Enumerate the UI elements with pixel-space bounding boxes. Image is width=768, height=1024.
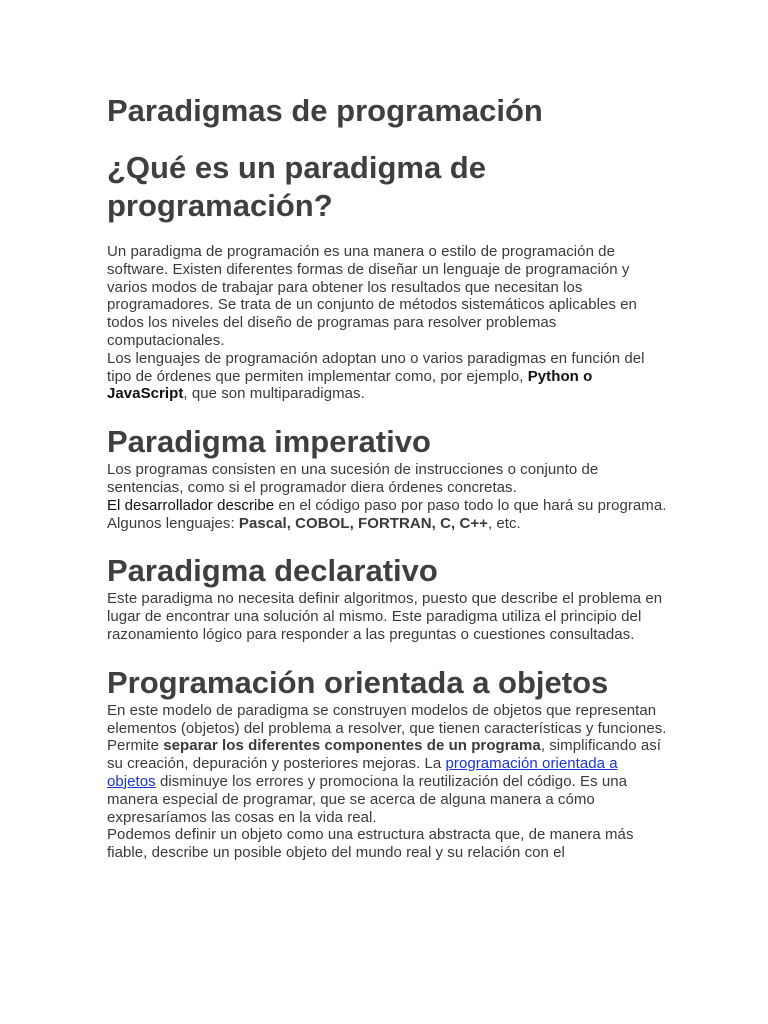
imperativo-p2-text-a: El desarrollador describe [107,496,275,514]
poo-paragraph-2: Podemos definir un objeto como una estructura abstracta que, de manera más fiable, describe un posible objeto del mundo real y su relación con el [107,826,634,862]
document-content [107,92,667,862]
intro-p2-bold: Python o JavaScript [107,367,593,403]
poo-p1-text-b: , simplificando así su creación, depuración y posteriores mejoras. La [107,737,661,773]
intro-p2-text-a: Los lenguajes de programación adoptan uno o varios paradigmas en función del tipo de órdenes que permiten implementar como, por ejemplo, [107,349,645,385]
imperativo-p3-text-a: Algunos lenguajes: [107,514,239,532]
poo-p1-text-a: En este modelo de paradigma se construyen modelos de objetos que representan elementos (objetos) del problema a resolver, que tienen características y funciones. Permite [107,701,667,755]
page-title: Paradigmas de programación [107,93,543,128]
imperativo-paragraph-2 [107,497,667,515]
heading-imperativo: Paradigma imperativo [107,424,431,460]
intro-paragraph-2 [107,350,667,403]
imperativo-paragraph-3 [107,515,667,533]
heading-declarativo: Paradigma declarativo [107,553,438,589]
poo-link[interactable]: programación orientada a objetos [107,755,618,790]
imperativo-p3-bold: Pascal, COBOL, FORTRAN, C, C++ [238,514,488,532]
heading-que-es: ¿Qué es un paradigma de programación? [107,150,486,223]
intro-p2-text-b: , que son multiparadigmas. [183,385,365,403]
imperativo-p3-text-b: , etc. [487,514,521,532]
poo-p1-text-c: disminuye los errores y promociona la reutilización del código. Es una manera especial de programar, que se acerca de alguna manera a cómo expresaríamos las cosas en la vida real. [107,772,628,826]
imperativo-paragraph-1: Los programas consisten en una sucesión de instrucciones o conjunto de sentencias, como si el programador diera órdenes concretas. [107,461,599,496]
heading-poo: Programación orientada a objetos [107,664,609,700]
poo-paragraph-1 [107,702,667,827]
imperativo-p2-text-b: en el código paso por paso todo lo que hará su programa. [274,496,667,514]
poo-p1-bold: separar los diferentes componentes de un programa [163,737,541,755]
intro-paragraph-1: Un paradigma de programación es una manera o estilo de programación de software. Existen diferentes formas de diseñar un lenguaje de programación y varios modos de trabajar para obtener los resultados que necesitan los programadores. Se trata de un conjunto de métodos sistemáticos aplicables en todos los niveles del diseño de programas para resolver problemas computacionales. [107,243,637,349]
declarativo-paragraph-1: Este paradigma no necesita definir algoritmos, puesto que describe el problema en lugar de encontrar una solución al mismo. Este paradigma utiliza el principio del razonamiento lógico para responder a las preguntas o cuestiones consultadas. [107,590,663,643]
